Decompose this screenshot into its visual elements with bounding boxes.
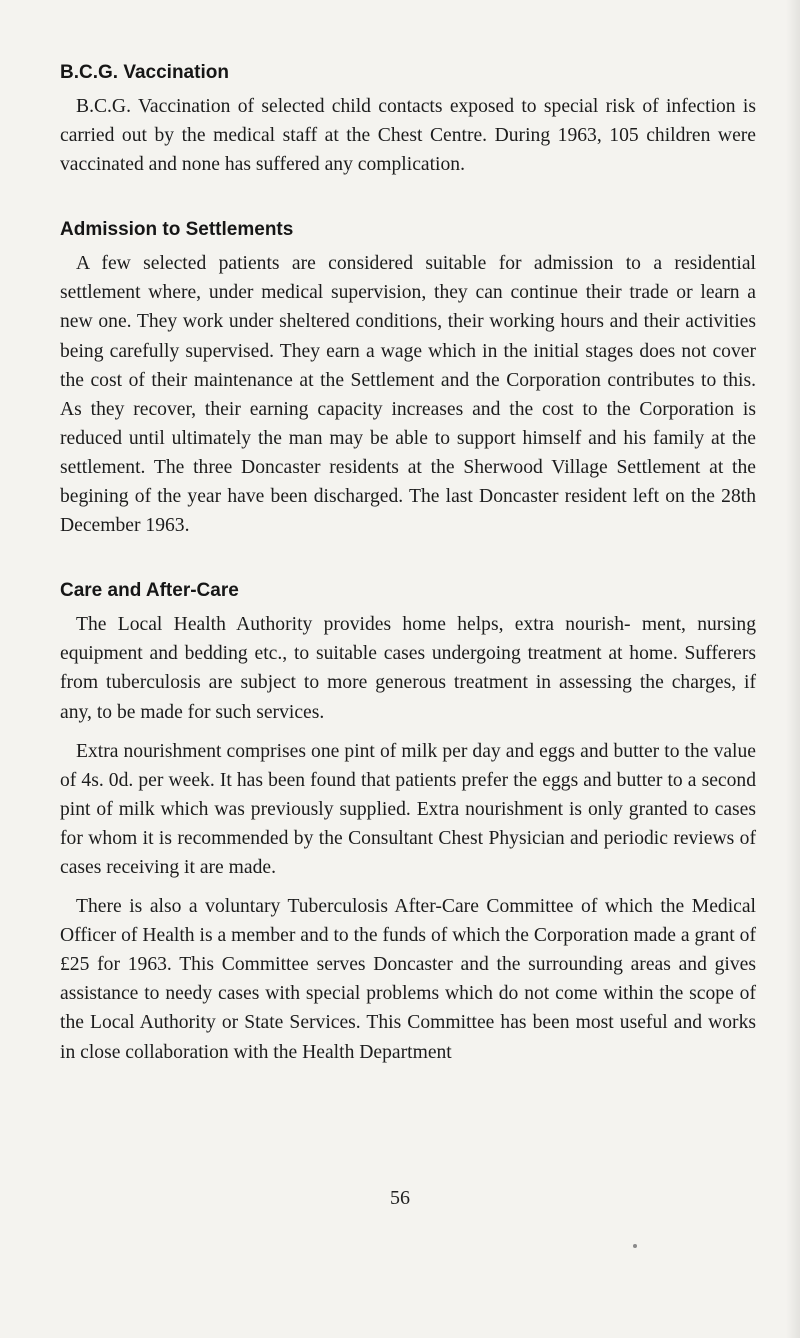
page-edge-shadow [786,0,800,1338]
paragraph: Extra nourishment comprises one pint of milk per day and eggs and butter to the value of 4s. 0d. per week. It has been found that patients prefer the eggs and butter to a second pint of milk which was previously supplied. Extra nourishment is only granted to cases for whom it is recommended by the Consultant Chest Physician and periodic reviews of cases receiving it are made. [60,740,756,878]
section-bcg-vaccination [60,60,756,179]
paragraph: There is also a voluntary Tuberculosis After-Care Committee of which the Medical Officer of Health is a member and to the funds of which the Corporation made a grant of £25 for 1963. This Committee serves Doncaster and the surrounding areas and gives assistance to needy cases with special problems which do not come within the scope of the Local Authority or State Services. This Committee has been most useful and works in close collaboration with the Health Department [60,896,756,1063]
paragraph: The Local Health Authority provides home helps, extra nourish- ment, nursing equipment and bedding etc., to suitable cases undergoing treatment at home. Sufferers from tuberculosis are subject to more generous treatment in assessing the charges, if any, to be made for such services. [60,614,756,723]
paper-speck [633,1244,637,1248]
section-heading: Admission to Settlements [60,219,294,241]
paragraph: A few selected patients are considered suitable for admission to a residential settlement where, under medical supervision, they can continue their trade or learn a new one. They work under sheltered conditions, their working hours and their activities being carefully supervised. They earn a wage which in the initial stages does not cover the cost of their maintenance at the Settlement and the Corporation contributes to this. As they recover, their earning capacity increases and the cost to the Corporation is reduced until ultimately the man may be able to support himself and his family at the settlement. The three Doncaster residents at the Sherwood Village Settlement at the begining of the year have been discharged. The last Doncaster resident left on the 28th December 1963. [60,253,756,537]
page-number: 56 [390,1187,410,1209]
section-care-and-after-care [60,578,756,1066]
section-heading: B.C.G. Vaccination [60,62,229,83]
section-heading: Care and After-Care [60,580,239,602]
paragraph: B.C.G. Vaccination of selected child contacts exposed to special risk of infection is carried out by the medical staff at the Chest Centre. During 1963, 105 children were vaccinated and none has suffered any complication. [60,96,756,176]
section-admission-to-settlements [60,217,756,540]
